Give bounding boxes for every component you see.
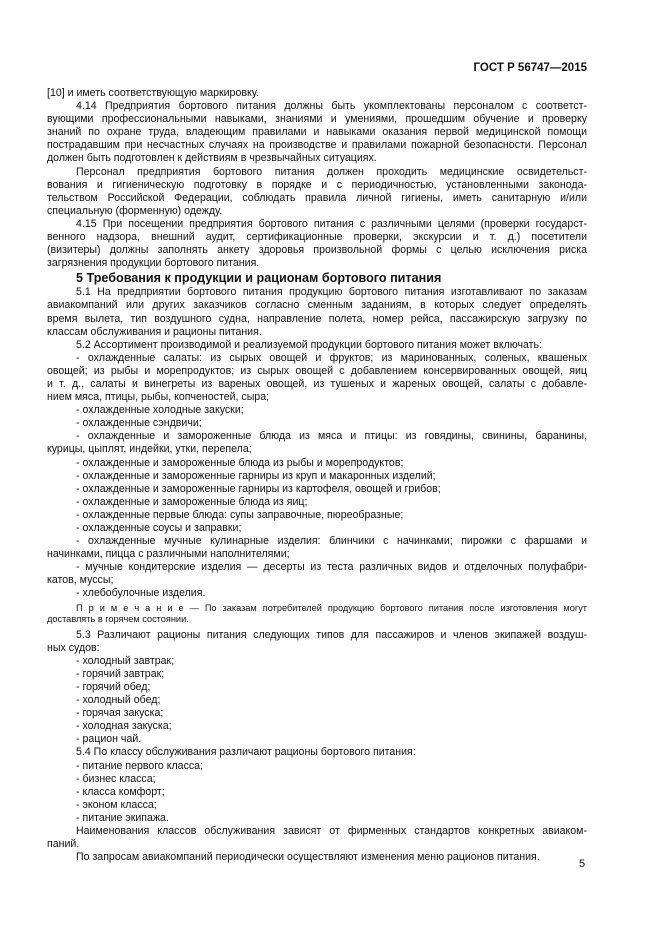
text-line: По запросам авиакомпаний периодически осуществляют изменения меню рационов питания.	[76, 851, 540, 864]
note	[47, 603, 587, 626]
text-line: доставлять в горячем состоянии.	[47, 614, 189, 625]
text-line: Персонал предприятия бортового питания должен проходить медицинские освидетельст-	[76, 165, 587, 178]
page-content	[47, 87, 587, 864]
text-line: 5.4 По классу обслуживания различают рационы бортового питания:	[76, 746, 416, 759]
text-line: овощей; из рыбы и морепродуктов; из сырых овощей с добавлением консервированных овощей, яиц	[47, 364, 587, 377]
text-line: - горячий завтрак;	[76, 667, 165, 680]
text-line: 5.2 Ассортимент производимой и реализуемой продукции бортового питания может включать:	[76, 338, 542, 351]
text-line: - охлажденные салаты: из сырых овощей и фруктов; из маринованных, соленых, квашеных	[76, 351, 587, 364]
text-line: вования и гигиеническую подготовку в порядке и с периодичностью, установленными законода-	[47, 178, 587, 191]
text-line: - горячая закуска;	[76, 707, 164, 720]
text-line: - охлажденные и замороженные блюда из яиц;	[76, 495, 308, 508]
text-line: - охлажденные и замороженные блюда из рыбы и морепродуктов;	[76, 456, 404, 469]
text-line: Наименования классов обслуживания зависят от фирменных стандартов конкретных авиаком-	[76, 824, 587, 837]
page-number: 5	[579, 858, 586, 870]
text-line: - хлебобулочные изделия.	[76, 587, 206, 600]
text-line: - холодная закуска;	[76, 720, 172, 733]
section-5-text	[47, 286, 587, 600]
text-line: 5.1 На предприятии бортового питания продукцию бортового питания изготавливают по заказам	[76, 286, 587, 299]
section-title: 5 Требования к продукции и рационам бортового питания	[76, 271, 442, 286]
text-line: П р и м е ч а н и е — По заказам потребителей продукцию бортового питания после изготовления могут	[76, 602, 587, 613]
text-line: паний.	[47, 838, 80, 851]
text-line: - охлажденные холодные закуски;	[76, 404, 244, 417]
text-line: - охлажденные сэндвичи;	[76, 417, 202, 430]
text-line: - мучные кондитерские изделия — десерты из теста различных видов и отделочных полуфабри-	[76, 561, 587, 574]
text-line: пострадавшим при несчастных случаях на производстве и правилами пожарной безопасности. Персонал	[47, 139, 587, 152]
text-line: - холодный завтрак;	[76, 654, 175, 667]
text-line: - охлажденные и замороженные гарниры из круп и макаронных изделий;	[76, 469, 436, 482]
text-line: время вылета, тип воздушного судна, направление полета, номер рейса, пассажирскую загрузку по	[47, 312, 587, 325]
text-line: - охлажденные соусы и заправки;	[76, 522, 242, 534]
text-line: - питание экипажа.	[76, 811, 169, 824]
text-line: классам обслуживания и рационы питания.	[47, 325, 262, 338]
text-line: - рацион чай.	[76, 733, 142, 746]
text-line: специальную (форменную) одежду.	[47, 204, 223, 217]
text-line: - класса комфорт;	[76, 785, 165, 798]
text-line: начинками, пицца с различными наполнителями;	[47, 548, 290, 561]
document-header: ГОСТ Р 56747—2015	[473, 62, 587, 74]
text-line: (визитеры) должны заполнять анкету здоровья произвольной формы с целью исключения риска	[47, 244, 587, 257]
text-line: тельством Российской Федерации, соблюдать правила личной гигиены, иметь санитарную и/или	[47, 191, 587, 204]
section-5-text-continued	[47, 629, 587, 865]
text-line: - охлажденные мучные кулинарные изделия: блинчики с начинками; пирожки с фаршами и	[76, 535, 587, 548]
text-line: знаний по охране труда, владеющим правилами и навыками оказания первой медицинской помощи	[47, 126, 587, 139]
text-line: должен быть подготовлен к действиям в чрезвычайных ситуациях.	[47, 152, 377, 165]
text-line: ных судов:	[47, 641, 100, 654]
text-line: катов, муссы;	[47, 574, 114, 587]
text-line: [10] и иметь соответствующую маркировку.	[47, 87, 259, 99]
text-line: нием мяса, птицы, рыбы, копченостей, сыра;	[47, 391, 270, 404]
text-line: - холодный обед;	[76, 694, 161, 707]
text-line: 4.15 При посещении предприятия бортового питания с различными целями (проверки государст-	[76, 217, 587, 230]
text-line: - горячий обед;	[76, 680, 151, 693]
text-line: венного надзора, внешний аудит, сертификационные проверки, экскурсии и т. д.) посетители	[47, 231, 587, 244]
text-line: - бизнес класса;	[76, 772, 156, 785]
text-line: 4.14 Предприятия бортового питания должны быть укомплектованы персоналом с соответст-	[76, 100, 587, 113]
text-line: - охлажденные первые блюда: супы заправочные, пюреобразные;	[76, 508, 404, 521]
text-line: курицы, цыплят, индейки, утки, перепела;	[47, 443, 252, 456]
text-line: - охлажденные и замороженные гарниры из картофеля, овощей и грибов;	[76, 482, 441, 495]
text-line: авиакомпаний или других заказчиков согласно сменным заданиям, в которых следует определять	[47, 299, 587, 312]
section-4-text	[47, 87, 587, 270]
text-line: - эконом класса;	[76, 798, 157, 811]
text-line: вующими профессиональными навыками, знаниями и умениями, прошедшим обучение и проверку	[47, 113, 587, 126]
text-line: - питание первого класса;	[76, 759, 203, 772]
text-line: загрязнения продукции бортового питания.	[47, 257, 260, 270]
text-line: 5.3 Различают рационы питания следующих типов для пассажиров и членов экипажей воздуш-	[76, 628, 587, 641]
text-line: и т. д., салаты и винегреты из вареных овощей, из тушеных и жареных овощей, салаты с добавле-	[47, 377, 587, 390]
text-line: - охлажденные и замороженные блюда из мяса и птицы: из говядины, свинины, баранины,	[76, 430, 587, 443]
